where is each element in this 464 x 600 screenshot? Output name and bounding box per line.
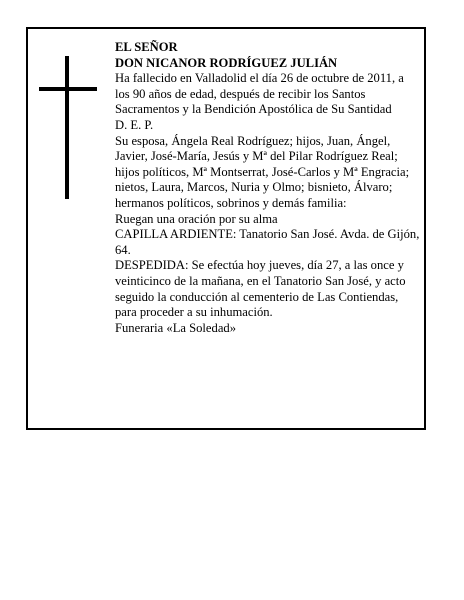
notice-chapel-info: CAPILLA ARDIENTE: Tanatorio San José. Avda. de Gijón, 64. [115, 227, 420, 257]
latin-cross-icon [39, 56, 97, 199]
notice-rip: D. E. P. [115, 117, 154, 132]
notice-prayer-request: Ruegan una oración por su alma [115, 211, 278, 226]
notice-deceased-name: DON NICANOR RODRÍGUEZ JULIÁN [115, 55, 338, 70]
notice-funeral-home: Funeraria «La Soledad» [115, 320, 236, 335]
cross-horizontal-bar [39, 87, 97, 91]
notice-farewell-info: DESPEDIDA: Se efectúa hoy jueves, día 27, a las once y veinticinco de la mañana, en el Tanatorio San José, y acto seguido la conducción al cementerio de Las Contiendas, para proceder a su inhumación. [115, 258, 406, 320]
notice-family-list: Su esposa, Ángela Real Rodríguez; hijos, Juan, Ángel, Javier, José-María, Jesús y Mª del Pilar Rodríguez Real; hijos políticos, Mª Montserrat, José-Carlos y Mª Engracia; nietos, Laura, Marcos, Nuria y Olmo; bisnieto, Álvaro; hermanos políticos, sobrinos y demás familia: [115, 133, 410, 210]
obituary-notice-frame [26, 27, 426, 430]
cross-vertical-bar [65, 56, 69, 199]
obituary-text [115, 40, 421, 336]
notice-title-line1: EL SEÑOR [115, 40, 178, 54]
notice-death-announcement: Ha fallecido en Valladolid el día 26 de octubre de 2011, a los 90 años de edad, después de recibir los Santos Sacramentos y la Bendición Apostólica de Su Santidad [115, 71, 404, 117]
